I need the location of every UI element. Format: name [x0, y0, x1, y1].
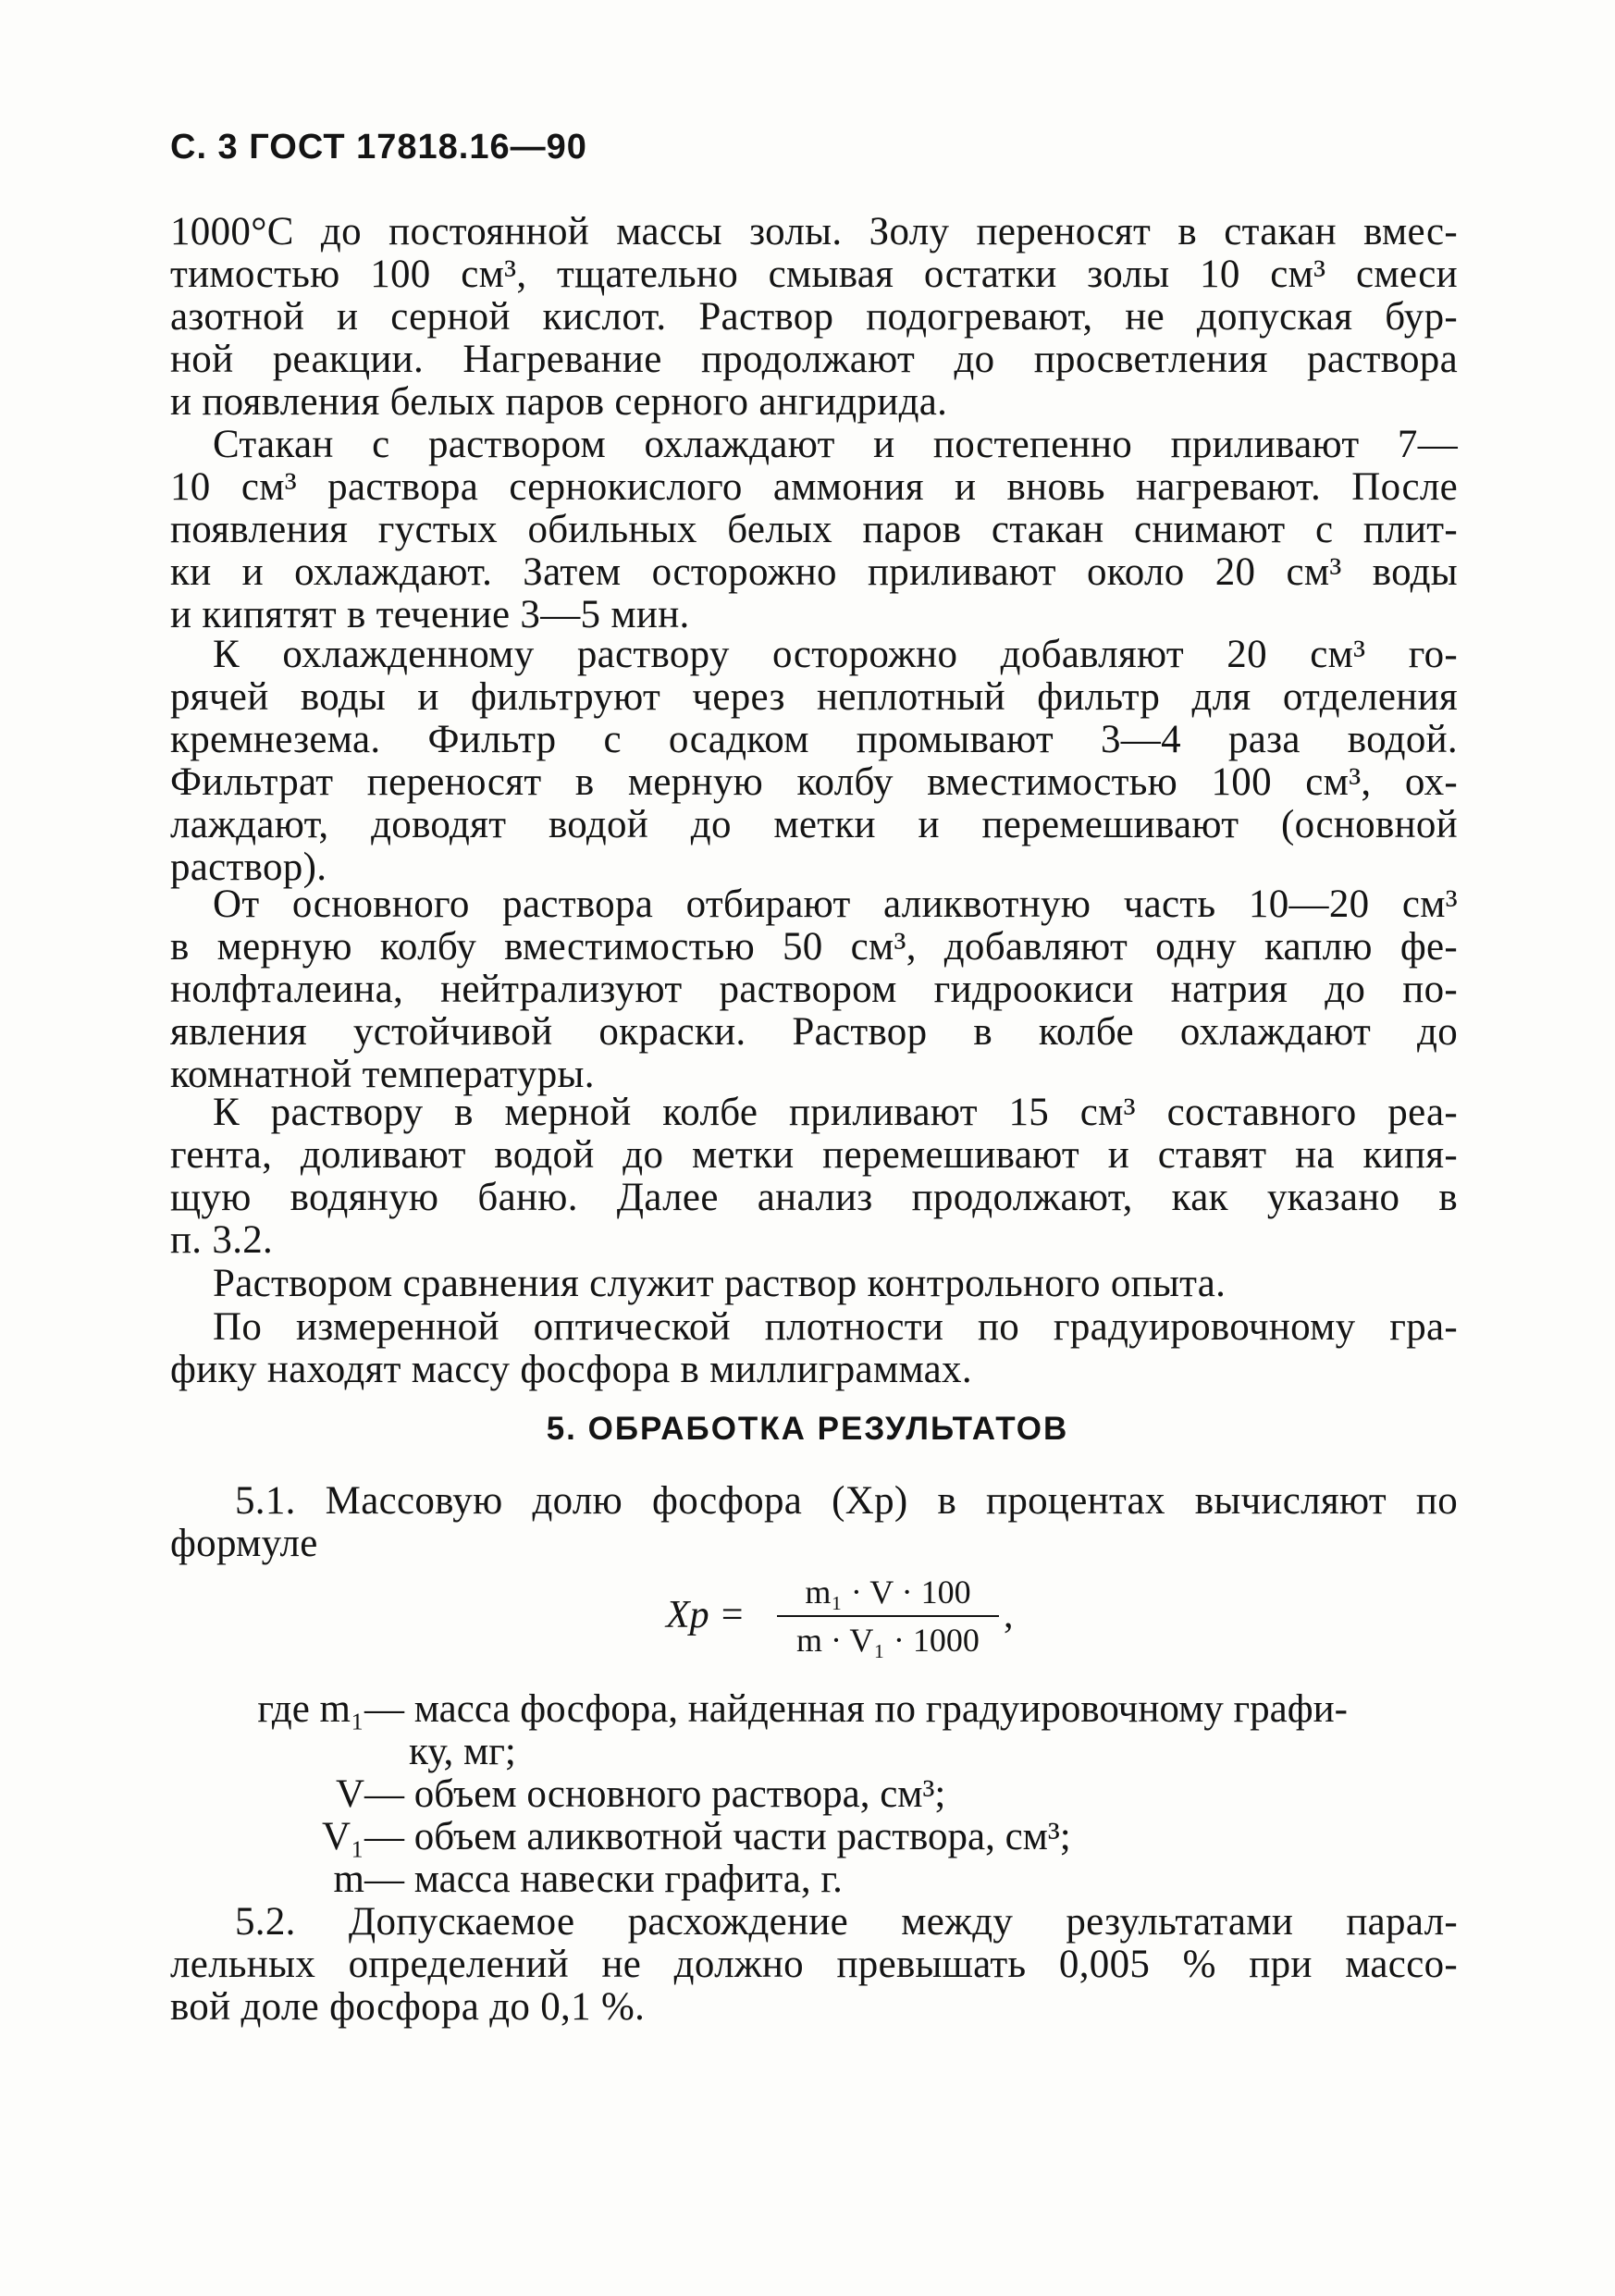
text-line: появления густых обильных белых паров стакан снимают с плит-: [170, 508, 1458, 551]
definition-m1: [170, 1688, 1458, 1773]
definition-symbol: m: [333, 1858, 364, 1901]
text-line: вой доле фосфора до 0,1 %.: [170, 1985, 646, 2029]
variable-definitions: [170, 1688, 1458, 1901]
definition-text: — масса навески графита, г.: [364, 1858, 843, 1901]
text-line: Фильтрат переносят в мерную колбу вместимостью 100 см³, ох-: [170, 760, 1458, 804]
definition-text: — объем аликвотной части раствора, см³;: [364, 1815, 1071, 1858]
definition-v1: [170, 1816, 1458, 1858]
text-line: раствор).: [170, 846, 327, 889]
text-line: 1000°С до постоянной массы золы. Золу переносят в стакан вмес-: [170, 210, 1458, 253]
text-line: Стакан с раствором охлаждают и постепенно приливают 7—: [213, 423, 1458, 466]
definition-symbol: V₁: [321, 1815, 364, 1858]
text-line: кремнезема. Фильтр с осадком промывают 3—4 раза водой.: [170, 718, 1458, 761]
text-line: щую водяную баню. Далее анализ продолжают, как указано в: [170, 1176, 1458, 1219]
formula-numerator: m₁ · V · 100: [777, 1573, 999, 1617]
paragraph-7: [170, 1306, 1458, 1391]
text-line: лаждают, доводят водой до метки и перемешивают (основной: [170, 803, 1458, 846]
text-line: 5.2. Допускаемое расхождение между результатами парал-: [235, 1900, 1458, 1944]
text-line: рячей воды и фильтруют через неплотный фильтр для отделения: [170, 675, 1458, 719]
definition-text: [364, 1688, 1458, 1773]
definition-m: [170, 1858, 1458, 1901]
text-line: Раствором сравнения служит раствор контрольного опыта.: [213, 1262, 1227, 1305]
formula: [666, 1573, 1054, 1674]
formula-lhs: Xр =: [666, 1594, 746, 1636]
definition-line: — масса фосфора, найденная по градуировочному графи-: [364, 1687, 1348, 1731]
text-line: 10 см³ раствора сернокислого аммония и вновь нагревают. После: [170, 465, 1458, 509]
formula-fraction: [777, 1573, 999, 1660]
text-line: азотной и серной кислот. Раствор подогревают, не допуская бур-: [170, 295, 1458, 339]
paragraph-5-2: [170, 1901, 1458, 2029]
paragraph-4: [170, 883, 1458, 1096]
text-line: гента, доливают водой до метки перемешивают и ставят на кипя-: [170, 1133, 1458, 1177]
paragraph-3: [170, 634, 1458, 889]
definition-symbol: V: [335, 1772, 364, 1816]
page-header: С. 3 ГОСТ 17818.16—90: [170, 128, 587, 167]
text-line: От основного раствора отбирают аликвотную часть 10—20 см³: [213, 883, 1458, 926]
text-line: 5.1. Массовую долю фосфора (Xр) в процентах вычисляют по: [235, 1479, 1458, 1523]
formula-comma: ,: [1004, 1594, 1014, 1636]
text-line: п. 3.2.: [170, 1218, 274, 1262]
paragraph-1: [170, 211, 1458, 424]
text-line: нолфталеина, нейтрализуют раствором гидроокиси натрия до по-: [170, 968, 1458, 1011]
text-line: ной реакции. Нагревание продолжают до просветления раствора: [170, 338, 1458, 381]
formula-denominator: m · V₁ · 1000: [796, 1622, 980, 1659]
text-line: и кипятят в течение 3—5 мин.: [170, 593, 690, 636]
paragraph-5: [170, 1092, 1458, 1262]
paragraph-2: [170, 424, 1458, 636]
text-line: К охлажденному раствору осторожно добавляют 20 см³ го-: [213, 633, 1458, 676]
text-line: явления устойчивой окраски. Раствор в колбе охлаждают до: [170, 1010, 1458, 1054]
text-line: По измеренной оптической плотности по градуировочному гра-: [213, 1305, 1458, 1349]
text-line: тимостью 100 см³, тщательно смывая остатки золы 10 см³ смеси: [170, 253, 1458, 296]
definition-symbol: где m₁: [257, 1687, 364, 1731]
paragraph-6: [170, 1263, 1458, 1305]
text-line: и появления белых паров серного ангидрида.: [170, 380, 948, 424]
text-line: фику находят массу фосфора в миллиграммах.: [170, 1348, 972, 1391]
definition-line: ку, мг;: [409, 1730, 516, 1773]
text-line: комнатной температуры.: [170, 1053, 595, 1096]
text-line: лельных определений не должно превышать 0,005 % при массо-: [170, 1943, 1458, 1986]
section-title: 5. ОБРАБОТКА РЕЗУЛЬТАТОВ: [546, 1411, 1069, 1447]
definition-v: [170, 1773, 1458, 1816]
text-line: формуле: [170, 1522, 318, 1565]
text-line: К раствору в мерной колбе приливают 15 см³ составного реа-: [213, 1091, 1458, 1134]
paragraph-5-1: [170, 1480, 1458, 1565]
definition-text: — объем основного раствора, см³;: [364, 1772, 946, 1816]
text-line: ки и охлаждают. Затем осторожно приливают около 20 см³ воды: [170, 550, 1458, 594]
text-line: в мерную колбу вместимостью 50 см³, добавляют одну каплю фе-: [170, 925, 1458, 969]
